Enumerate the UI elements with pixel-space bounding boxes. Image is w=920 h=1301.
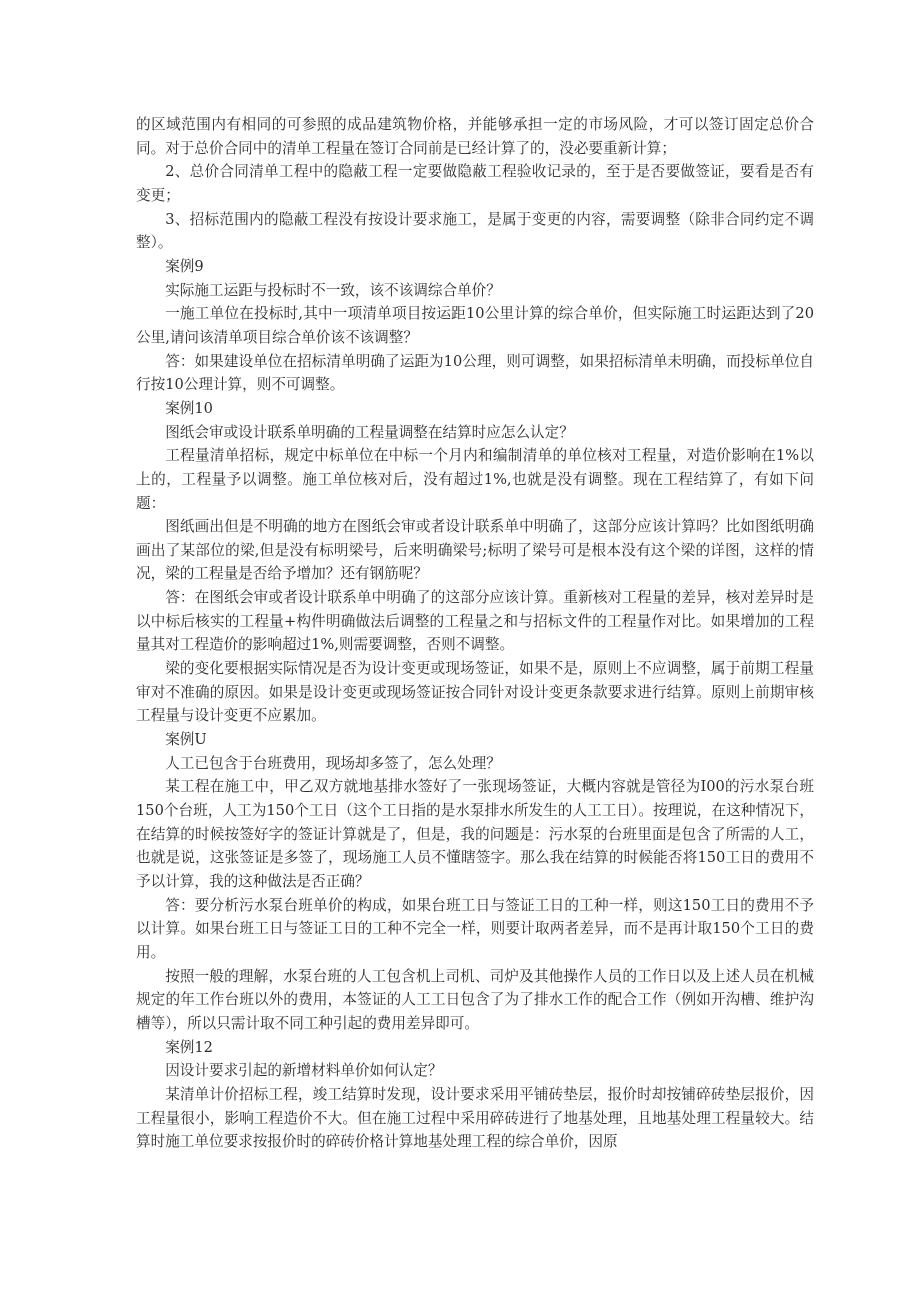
body-paragraph: 某工程在施工中，甲乙双方就地基排水签好了一张现场签证，大概内容就是管径为I00的污水泵台班150个台班，人工为150个工日（这个工日指的是水泵排水所发生的人工工日）。按理说，在这种情况下，在结算的时候按签好字的签证计算就是了，但是，我的问题是：污水泵的台班里面是包含了所需的人工，也就是说，这张签证是多签了，现场施工人员不懂瞎签字。那么我在结算的时候能否将150工日的费用不予以计算，我的这种做法是否正确？ — [136, 778, 814, 890]
case-question: 人工已包含于台班费用，现场却多签了，怎么处理？ — [165, 754, 501, 772]
body-paragraph: 图纸画出但是不明确的地方在图纸会审或者设计联系单中明确了，这部分应该计算吗？比如图纸明确画出了某部位的梁,但是没有标明梁号，后来明确梁号;标明了梁号可是根本没有这个梁的详图，这样的情况，梁的工程量是否给予增加？还有钢筋呢？ — [136, 518, 814, 583]
case-question: 因设计要求引起的新增材料单价如何认定？ — [165, 1062, 443, 1080]
body-paragraph: 梁的变化要根据实际情况是否为设计变更或现场签证，如果不是，原则上不应调整，属于前期工程量审对不准确的原因。如果是设计变更或现场签证按合同针对设计变更条款要求进行结算。原则上前期审核工程量与设计变更不应累加。 — [136, 660, 814, 725]
body-paragraph: 答：要分析污水泵台班单价的构成，如果台班工日与签证工日的工种一样，则这150工日的费用不予以计算。如果台班工日与签证工日的工种不完全一样，则要计取两者差异，而不是再计取150个工日的费用。 — [136, 896, 814, 961]
body-paragraph: 的区域范围内有相同的可参照的成品建筑物价格，并能够承担一定的市场风险，才可以签订固定总价合同。对于总价合同中的清单工程量在签订合同前是已经计算了的，没必要重新计算； — [136, 116, 814, 157]
case-heading: 案例U — [165, 731, 207, 749]
case-heading: 案例12 — [165, 1038, 213, 1056]
body-paragraph: 2、总价合同清单工程中的隐蔽工程一定要做隐蔽工程验收记录的，至于是否要做签证，要看是否有变更； — [136, 163, 814, 204]
case-heading: 案例10 — [165, 399, 213, 417]
case-question: 图纸会审或设计联系单明确的工程量调整在结算时应怎么认定？ — [165, 423, 574, 441]
body-paragraph: 答：在图纸会审或者设计联系单中明确了的这部分应该计算。重新核对工程量的差异，核对差异时是以中标后核实的工程量+构件明确做法后调整的工程量之和与招标文件的工程量作对比。如果增加的工程量其对工程造价的影响超过1%,则需要调整，否则不调整。 — [136, 589, 814, 654]
body-paragraph: 3、招标范围内的隐蔽工程没有按设计要求施工，是属于变更的内容，需要调整（除非合同约定不调整）。 — [136, 210, 814, 252]
body-paragraph: 按照一般的理解，水泵台班的人工包含机上司机、司炉及其他操作人员的工作日以及上述人员在机械规定的年工作台班以外的费用，本签证的人工工日包含了为了排水工作的配合工作（例如开沟槽、维护沟槽等），所以只需计取不同工种引起的费用差异即可。 — [136, 967, 814, 1032]
body-paragraph: 答：如果建设单位在招标清单明确了运距为10公理，则可调整，如果招标清单未明确，而投标单位自行按10公理计算，则不可调整。 — [136, 352, 814, 394]
body-paragraph: 某清单计价招标工程，竣工结算时发现，设计要求采用平铺砖垫层，报价时却按铺碎砖垫层报价，因工程量很小，影响工程造价不大。但在施工过程中采用碎砖进行了地基处理，且地基处理工程量较大。结算时施工单位要求按报价时的碎砖价格计算地基处理工程的综合单价，因原 — [136, 1085, 814, 1151]
case-heading: 案例9 — [165, 257, 204, 275]
body-paragraph: 一施工单位在投标时,其中一项清单项目按运距10公里计算的综合单价，但实际施工时运距达到了20公里,请问该清单项目综合单价该不该调整？ — [136, 305, 814, 346]
case-question: 实际施工运距与投标时不一致，该不该调综合单价？ — [165, 281, 501, 299]
body-paragraph: 工程量清单招标，规定中标单位在中标一个月内和编制清单的单位核对工程量，对造价影响在1%以上的，工程量予以调整。施工单位核对后，没有超过1%,也就是没有调整。现在工程结算了，有如下问题： — [136, 447, 814, 512]
